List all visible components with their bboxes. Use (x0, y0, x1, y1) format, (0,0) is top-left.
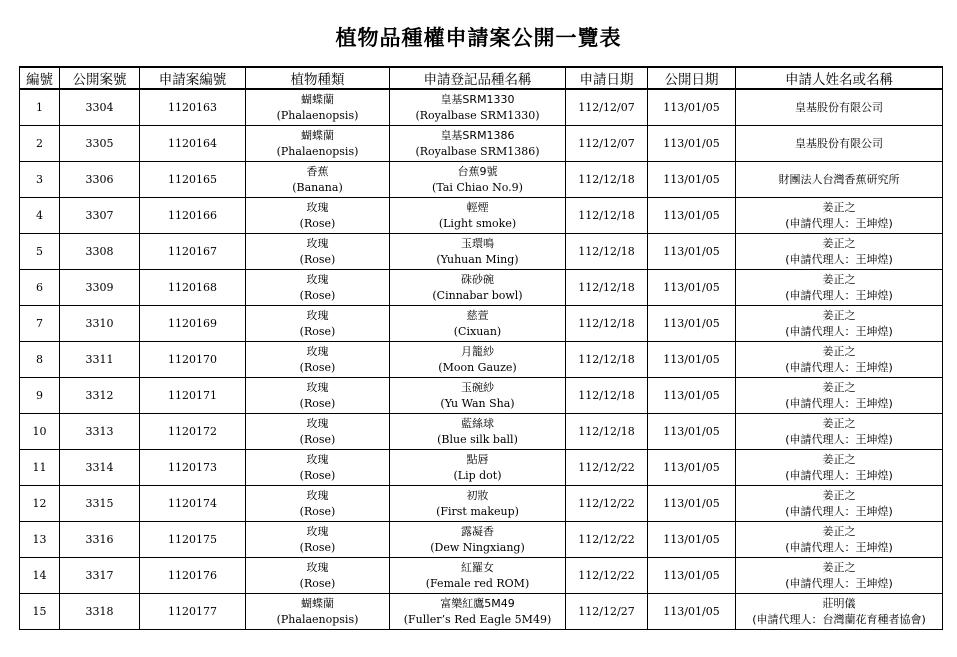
cell-species (246, 558, 390, 594)
species-name-zh: 玫瑰 (306, 308, 329, 322)
applicant-name: 姜正之 (822, 560, 856, 574)
species-name-en: (Rose) (299, 468, 336, 482)
cell-app-no: 1120171 (140, 378, 246, 414)
variety-name-en: (Royalbase SRM1330) (415, 108, 540, 122)
cell-pub-date: 113/01/05 (648, 450, 736, 486)
applicant-agent: (申請代理人：王坤煌) (785, 216, 893, 230)
cell-pub-no: 3315 (60, 486, 140, 522)
cell-no: 13 (20, 522, 60, 558)
cell-app-no: 1120174 (140, 486, 246, 522)
applicant-name: 姜正之 (822, 308, 856, 322)
species-name-en: (Rose) (299, 504, 336, 518)
cell-species (246, 198, 390, 234)
cell-no: 11 (20, 450, 60, 486)
cell-app-date: 112/12/18 (566, 378, 648, 414)
cell-applicant (736, 594, 943, 630)
table-row (20, 198, 943, 234)
cell-app-no: 1120177 (140, 594, 246, 630)
cell-variety (390, 198, 566, 234)
cell-no: 6 (20, 270, 60, 306)
variety-name-zh: 初妝 (466, 488, 489, 502)
species-name-zh: 蝴蝶蘭 (301, 92, 334, 106)
variety-name-zh: 藍絲球 (461, 416, 494, 430)
cell-app-date: 112/12/18 (566, 198, 648, 234)
cell-no: 7 (20, 306, 60, 342)
cell-species (246, 594, 390, 630)
publication-table (19, 66, 943, 630)
variety-name-en: (Blue silk ball) (437, 432, 518, 446)
applicant-agent: (申請代理人：王坤煌) (785, 432, 893, 446)
cell-applicant (736, 198, 943, 234)
header-row (20, 67, 943, 89)
col-header-pub-no: 公開案號 (60, 67, 140, 89)
cell-pub-no: 3318 (60, 594, 140, 630)
applicant-name: 姜正之 (822, 236, 856, 250)
species-name-en: (Rose) (299, 396, 336, 410)
col-header-pub-date: 公開日期 (648, 67, 736, 89)
table-row (20, 126, 943, 162)
page-title: 植物品種權申請案公開一覽表 (335, 26, 622, 50)
cell-app-no: 1120170 (140, 342, 246, 378)
species-name-en: (Rose) (299, 540, 336, 554)
variety-name-zh: 台蕉9號 (457, 164, 498, 178)
cell-applicant (736, 162, 943, 198)
cell-app-no: 1120166 (140, 198, 246, 234)
cell-pub-no: 3313 (60, 414, 140, 450)
cell-applicant (736, 342, 943, 378)
variety-name-en: (Moon Gauze) (438, 360, 517, 374)
cell-app-no: 1120165 (140, 162, 246, 198)
species-name-zh: 玫瑰 (306, 416, 329, 430)
species-name-en: (Phalaenopsis) (276, 144, 359, 158)
variety-name-zh: 慈萱 (466, 308, 489, 322)
cell-app-no: 1120168 (140, 270, 246, 306)
cell-applicant (736, 486, 943, 522)
variety-name-en: (Female red ROM) (425, 576, 530, 590)
cell-no: 15 (20, 594, 60, 630)
cell-variety (390, 306, 566, 342)
species-name-en: (Banana) (292, 180, 343, 194)
cell-app-no: 1120163 (140, 89, 246, 126)
cell-variety (390, 594, 566, 630)
table-row (20, 306, 943, 342)
variety-name-en: (Fuller’s Red Eagle 5M49) (403, 612, 552, 626)
species-name-zh: 蝴蝶蘭 (301, 128, 334, 142)
table-header (20, 67, 943, 89)
species-name-en: (Rose) (299, 288, 336, 302)
table-row (20, 89, 943, 126)
variety-name-en: (Tai Chiao No.9) (432, 180, 523, 194)
cell-species (246, 450, 390, 486)
cell-app-no: 1120167 (140, 234, 246, 270)
cell-no: 12 (20, 486, 60, 522)
variety-name-en: (Yu Wan Sha) (440, 396, 515, 410)
species-name-zh: 玫瑰 (306, 200, 329, 214)
variety-name-zh: 點唇 (466, 452, 489, 466)
cell-applicant (736, 414, 943, 450)
cell-pub-no: 3309 (60, 270, 140, 306)
variety-name-zh: 富樂紅鷹5M49 (440, 596, 515, 610)
applicant-name: 皇基股份有限公司 (795, 100, 883, 114)
applicant-agent: (申請代理人：王坤煌) (785, 324, 893, 338)
cell-app-no: 1120169 (140, 306, 246, 342)
cell-pub-date: 113/01/05 (648, 270, 736, 306)
cell-pub-date: 113/01/05 (648, 126, 736, 162)
applicant-agent: (申請代理人：王坤煌) (785, 252, 893, 266)
species-name-en: (Rose) (299, 324, 336, 338)
cell-variety (390, 270, 566, 306)
cell-pub-date: 113/01/05 (648, 594, 736, 630)
cell-no: 3 (20, 162, 60, 198)
applicant-name: 姜正之 (822, 524, 856, 538)
cell-app-date: 112/12/18 (566, 414, 648, 450)
applicant-agent: (申請代理人：台灣蘭花育種者協會) (752, 612, 926, 626)
table-row (20, 414, 943, 450)
cell-applicant (736, 126, 943, 162)
cell-pub-date: 113/01/05 (648, 522, 736, 558)
applicant-name: 姜正之 (822, 200, 856, 214)
cell-pub-date: 113/01/05 (648, 162, 736, 198)
table-row (20, 162, 943, 198)
cell-pub-date: 113/01/05 (648, 198, 736, 234)
species-name-zh: 香蕉 (306, 164, 329, 178)
species-name-en: (Rose) (299, 216, 336, 230)
cell-app-date: 112/12/07 (566, 89, 648, 126)
species-name-zh: 玫瑰 (306, 272, 329, 286)
cell-applicant (736, 378, 943, 414)
cell-species (246, 414, 390, 450)
applicant-name: 姜正之 (822, 416, 856, 430)
cell-applicant (736, 270, 943, 306)
species-name-en: (Phalaenopsis) (276, 612, 359, 626)
table-row (20, 234, 943, 270)
variety-name-en: (Light smoke) (438, 216, 517, 230)
cell-no: 5 (20, 234, 60, 270)
col-header-no: 編號 (20, 67, 60, 89)
cell-no: 8 (20, 342, 60, 378)
applicant-name: 姜正之 (822, 488, 856, 502)
species-name-zh: 玫瑰 (306, 452, 329, 466)
cell-no: 2 (20, 126, 60, 162)
variety-name-zh: 輕煙 (466, 200, 489, 214)
cell-app-date: 112/12/22 (566, 558, 648, 594)
species-name-en: (Phalaenopsis) (276, 108, 359, 122)
applicant-name: 財團法人台灣香蕉研究所 (778, 172, 900, 186)
applicant-name: 姜正之 (822, 380, 856, 394)
cell-pub-no: 3311 (60, 342, 140, 378)
cell-applicant (736, 89, 943, 126)
species-name-zh: 玫瑰 (306, 344, 329, 358)
cell-app-date: 112/12/22 (566, 522, 648, 558)
variety-name-zh: 露凝香 (461, 524, 494, 538)
cell-variety (390, 378, 566, 414)
cell-no: 1 (20, 89, 60, 126)
cell-no: 10 (20, 414, 60, 450)
cell-app-no: 1120172 (140, 414, 246, 450)
variety-name-zh: 月籠紗 (461, 344, 494, 358)
variety-name-en: (Cinnabar bowl) (432, 288, 523, 302)
cell-pub-no: 3314 (60, 450, 140, 486)
applicant-name: 姜正之 (822, 272, 856, 286)
variety-name-zh: 硃砂碗 (461, 272, 494, 286)
col-header-variety: 申請登記品種名稱 (390, 67, 566, 89)
cell-app-no: 1120175 (140, 522, 246, 558)
table-row (20, 594, 943, 630)
cell-pub-no: 3306 (60, 162, 140, 198)
cell-no: 9 (20, 378, 60, 414)
cell-app-date: 112/12/18 (566, 162, 648, 198)
cell-variety (390, 450, 566, 486)
applicant-name: 姜正之 (822, 452, 856, 466)
cell-variety (390, 89, 566, 126)
cell-app-date: 112/12/18 (566, 342, 648, 378)
variety-name-zh: 玉環鳴 (461, 236, 494, 250)
variety-name-en: (First makeup) (436, 504, 519, 518)
table-row (20, 558, 943, 594)
applicant-agent: (申請代理人：王坤煌) (785, 504, 893, 518)
cell-pub-date: 113/01/05 (648, 234, 736, 270)
applicant-name: 皇基股份有限公司 (795, 136, 883, 150)
cell-species (246, 342, 390, 378)
species-name-zh: 玫瑰 (306, 560, 329, 574)
cell-variety (390, 558, 566, 594)
cell-pub-no: 3316 (60, 522, 140, 558)
species-name-en: (Rose) (299, 360, 336, 374)
cell-variety (390, 126, 566, 162)
col-header-species: 植物種類 (246, 67, 390, 89)
cell-pub-date: 113/01/05 (648, 558, 736, 594)
cell-variety (390, 162, 566, 198)
cell-no: 4 (20, 198, 60, 234)
cell-pub-no: 3304 (60, 89, 140, 126)
cell-applicant (736, 306, 943, 342)
cell-species (246, 234, 390, 270)
applicant-agent: (申請代理人：王坤煌) (785, 468, 893, 482)
species-name-en: (Rose) (299, 252, 336, 266)
cell-app-date: 112/12/07 (566, 126, 648, 162)
species-name-zh: 玫瑰 (306, 236, 329, 250)
variety-name-zh: 玉碗紗 (461, 380, 494, 394)
cell-pub-no: 3310 (60, 306, 140, 342)
cell-variety (390, 522, 566, 558)
cell-pub-date: 113/01/05 (648, 89, 736, 126)
table-row (20, 450, 943, 486)
applicant-name: 姜正之 (822, 344, 856, 358)
variety-name-en: (Royalbase SRM1386) (415, 144, 540, 158)
applicant-name: 莊明儀 (822, 596, 856, 610)
table-row (20, 486, 943, 522)
applicant-agent: (申請代理人：王坤煌) (785, 360, 893, 374)
cell-app-no: 1120164 (140, 126, 246, 162)
applicant-agent: (申請代理人：王坤煌) (785, 540, 893, 554)
cell-pub-no: 3312 (60, 378, 140, 414)
cell-species (246, 522, 390, 558)
cell-variety (390, 414, 566, 450)
table-row (20, 342, 943, 378)
variety-name-en: (Yuhuan Ming) (436, 252, 519, 266)
cell-species (246, 270, 390, 306)
cell-applicant (736, 558, 943, 594)
cell-species (246, 126, 390, 162)
cell-app-date: 112/12/22 (566, 486, 648, 522)
cell-app-date: 112/12/18 (566, 234, 648, 270)
species-name-zh: 玫瑰 (306, 488, 329, 502)
cell-pub-no: 3317 (60, 558, 140, 594)
cell-applicant (736, 450, 943, 486)
cell-variety (390, 342, 566, 378)
cell-species (246, 378, 390, 414)
cell-species (246, 486, 390, 522)
cell-app-date: 112/12/18 (566, 306, 648, 342)
variety-name-en: (Cixuan) (453, 324, 502, 338)
species-name-en: (Rose) (299, 576, 336, 590)
cell-app-date: 112/12/22 (566, 450, 648, 486)
col-header-app-no: 申請案編號 (140, 67, 246, 89)
applicant-agent: (申請代理人：王坤煌) (785, 396, 893, 410)
cell-pub-date: 113/01/05 (648, 306, 736, 342)
variety-name-zh: 皇基SRM1330 (440, 92, 515, 106)
variety-name-zh: 紅羅女 (461, 560, 494, 574)
cell-app-no: 1120173 (140, 450, 246, 486)
col-header-app-date: 申請日期 (566, 67, 648, 89)
cell-applicant (736, 522, 943, 558)
cell-applicant (736, 234, 943, 270)
cell-pub-date: 113/01/05 (648, 342, 736, 378)
cell-species (246, 89, 390, 126)
applicant-agent: (申請代理人：王坤煌) (785, 576, 893, 590)
species-name-zh: 玫瑰 (306, 524, 329, 538)
variety-name-zh: 皇基SRM1386 (440, 128, 515, 142)
col-header-applicant: 申請人姓名或名稱 (736, 67, 943, 89)
table-row (20, 270, 943, 306)
cell-pub-no: 3307 (60, 198, 140, 234)
cell-species (246, 306, 390, 342)
table-body (20, 89, 943, 630)
cell-pub-date: 113/01/05 (648, 414, 736, 450)
cell-pub-date: 113/01/05 (648, 486, 736, 522)
cell-species (246, 162, 390, 198)
cell-variety (390, 234, 566, 270)
cell-app-date: 112/12/18 (566, 270, 648, 306)
table-row (20, 378, 943, 414)
table-row (20, 522, 943, 558)
species-name-en: (Rose) (299, 432, 336, 446)
cell-no: 14 (20, 558, 60, 594)
variety-name-en: (Dew Ningxiang) (430, 540, 525, 554)
species-name-zh: 玫瑰 (306, 380, 329, 394)
species-name-zh: 蝴蝶蘭 (301, 596, 334, 610)
cell-variety (390, 486, 566, 522)
cell-pub-no: 3305 (60, 126, 140, 162)
applicant-agent: (申請代理人：王坤煌) (785, 288, 893, 302)
cell-app-no: 1120176 (140, 558, 246, 594)
cell-pub-date: 113/01/05 (648, 378, 736, 414)
variety-name-en: (Lip dot) (453, 468, 502, 482)
cell-app-date: 112/12/27 (566, 594, 648, 630)
cell-pub-no: 3308 (60, 234, 140, 270)
